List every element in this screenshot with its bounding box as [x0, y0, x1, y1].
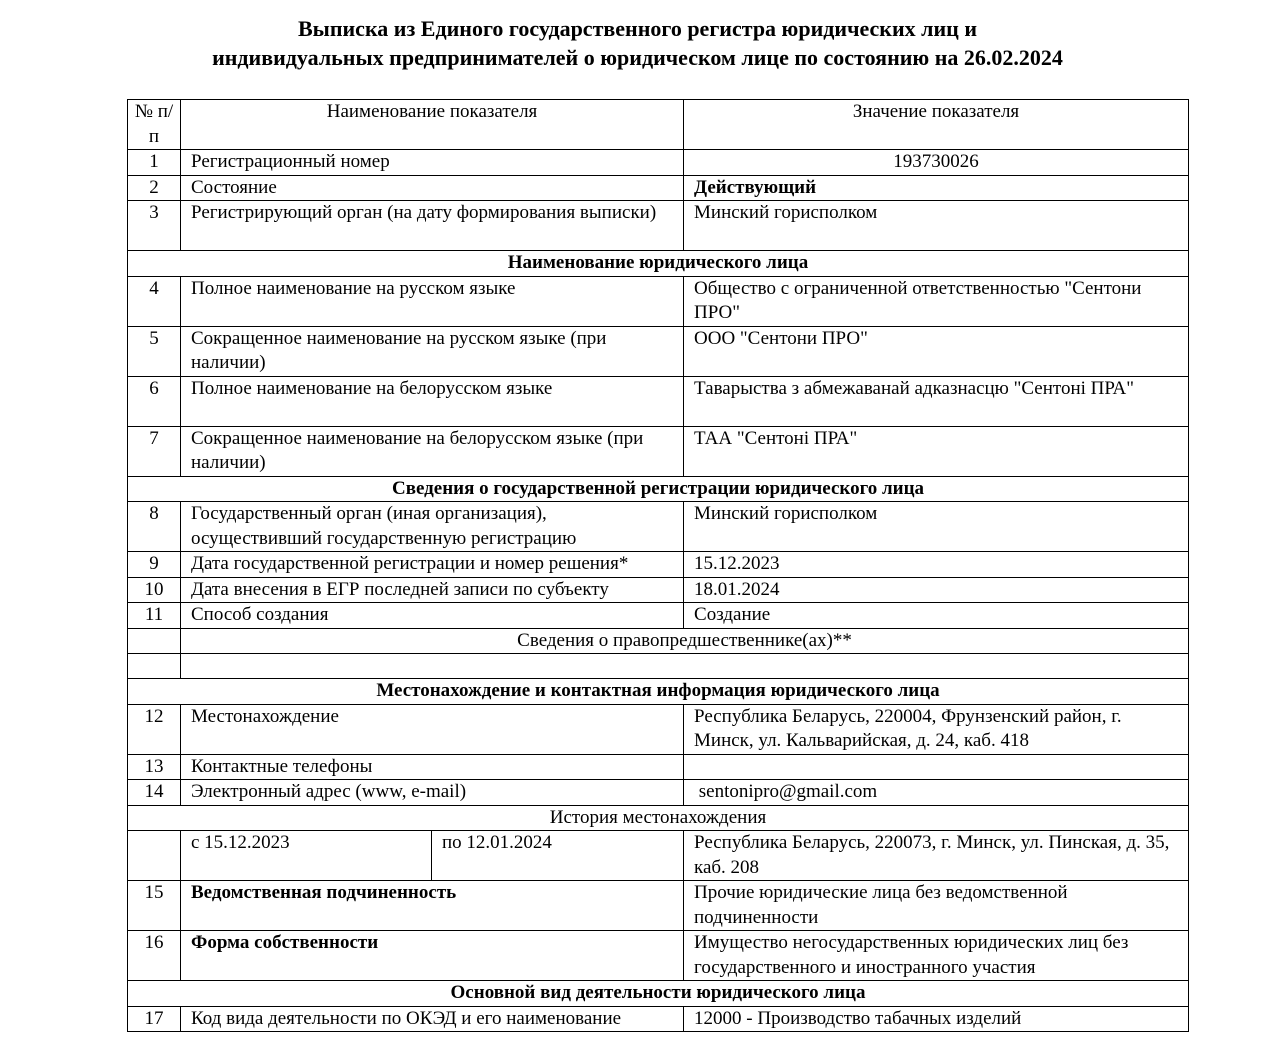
header-value: Значение показателя: [684, 100, 1189, 150]
row-value: 18.01.2024: [684, 577, 1189, 603]
row-value: 15.12.2023: [684, 552, 1189, 578]
header-num: № п/п: [128, 100, 181, 150]
row-value: 12000 - Производство табачных изделий: [684, 1006, 1189, 1032]
row-num: 2: [128, 175, 181, 201]
table-row: [128, 376, 1189, 426]
table-row: [128, 603, 1189, 629]
section-header-row: [128, 679, 1189, 705]
table-row: [128, 426, 1189, 476]
row-num: 14: [128, 780, 181, 806]
row-name: Состояние: [181, 175, 684, 201]
section-title: Сведения о государственной регистрации юридического лица: [128, 476, 1189, 502]
row-value: Минский горисполком: [684, 502, 1189, 552]
history-to: по 12.01.2024: [432, 831, 684, 881]
row-name: Контактные телефоны: [181, 754, 684, 780]
row-value: ТАА "Сентоні ПРА": [684, 426, 1189, 476]
table-row: [128, 175, 1189, 201]
row-name: Местонахождение: [181, 704, 684, 754]
section-title: Основной вид деятельности юридического лица: [128, 981, 1189, 1007]
row-name: Способ создания: [181, 603, 684, 629]
row-num: 11: [128, 603, 181, 629]
section-title: Местонахождение и контактная информация юридического лица: [128, 679, 1189, 705]
table-row: [128, 881, 1189, 931]
empty-cell: [181, 654, 1189, 679]
row-value: Общество с ограниченной ответственностью "Сентони ПРО": [684, 276, 1189, 326]
row-num: 12: [128, 704, 181, 754]
registry-table: [127, 99, 1189, 1032]
table-row: [128, 577, 1189, 603]
history-from: с 15.12.2023: [181, 831, 432, 881]
predecessor-header-row: [128, 628, 1189, 654]
row-value: 193730026: [684, 150, 1189, 176]
row-value: Имущество негосударственных юридических лиц без государственного и иностранного участия: [684, 931, 1189, 981]
row-num: 4: [128, 276, 181, 326]
table-row: [128, 780, 1189, 806]
row-value: ООО "Сентони ПРО": [684, 326, 1189, 376]
row-num: 3: [128, 201, 181, 251]
section-header-row: [128, 251, 1189, 277]
row-value: Минский горисполком: [684, 201, 1189, 251]
row-name: Электронный адрес (www, e-mail): [181, 780, 684, 806]
row-value: [684, 754, 1189, 780]
row-num: 16: [128, 931, 181, 981]
row-num: 17: [128, 1006, 181, 1032]
table-row: [128, 704, 1189, 754]
row-num: 1: [128, 150, 181, 176]
row-num: 8: [128, 502, 181, 552]
row-name: Полное наименование на русском языке: [181, 276, 684, 326]
table-row: [128, 201, 1189, 251]
table-row: [128, 150, 1189, 176]
title-line-1: Выписка из Единого государственного регистра юридических лиц и: [297, 16, 978, 41]
row-value-status: Действующий: [684, 175, 1189, 201]
title-line-2: индивидуальных предпринимателей о юридическом лице по состоянию на 26.02.2024: [212, 45, 1063, 70]
table-header-row: [128, 100, 1189, 150]
section-header-row: [128, 476, 1189, 502]
row-name: Полное наименование на белорусском языке: [181, 376, 684, 426]
table-row: [128, 276, 1189, 326]
row-name: Сокращенное наименование на белорусском языке (при наличии): [181, 426, 684, 476]
history-header-row: [128, 805, 1189, 831]
table-row: [128, 1006, 1189, 1032]
row-name: Дата внесения в ЕГР последней записи по субъекту: [181, 577, 684, 603]
document-title: [0, 14, 1275, 72]
row-name: Код вида деятельности по ОКЭД и его наименование: [181, 1006, 684, 1032]
table-row: [128, 931, 1189, 981]
empty-cell: [128, 654, 181, 679]
row-name: Форма собственности: [181, 931, 684, 981]
row-value: Таварыства з абмежаванай адказнасцю "Сентоні ПРА": [684, 376, 1189, 426]
row-value-email: sentonipro@gmail.com: [684, 780, 1189, 806]
section-header-row: [128, 981, 1189, 1007]
row-num: 15: [128, 881, 181, 931]
table-row: [128, 326, 1189, 376]
row-name: Государственный орган (иная организация), осуществивший государственную регистрацию: [181, 502, 684, 552]
section-title: Наименование юридического лица: [128, 251, 1189, 277]
table-row: [128, 502, 1189, 552]
row-name: Ведомственная подчиненность: [181, 881, 684, 931]
row-name: Регистрирующий орган (на дату формирования выписки): [181, 201, 684, 251]
row-name: Регистрационный номер: [181, 150, 684, 176]
history-address: Республика Беларусь, 220073, г. Минск, ул. Пинская, д. 35, каб. 208: [684, 831, 1189, 881]
history-row: [128, 831, 1189, 881]
history-title: История местонахождения: [128, 805, 1189, 831]
row-value: Республика Беларусь, 220004, Фрунзенский район, г. Минск, ул. Кальварийская, д. 24, каб. 418: [684, 704, 1189, 754]
row-num: 7: [128, 426, 181, 476]
row-num: 5: [128, 326, 181, 376]
header-name: Наименование показателя: [181, 100, 684, 150]
row-num: 9: [128, 552, 181, 578]
table-row: [128, 552, 1189, 578]
row-num: 6: [128, 376, 181, 426]
table-row: [128, 754, 1189, 780]
empty-cell: [128, 628, 181, 654]
row-name: Сокращенное наименование на русском языке (при наличии): [181, 326, 684, 376]
row-value: Прочие юридические лица без ведомственной подчиненности: [684, 881, 1189, 931]
row-name: Дата государственной регистрации и номер решения*: [181, 552, 684, 578]
row-value: Создание: [684, 603, 1189, 629]
predecessor-empty-row: [128, 654, 1189, 679]
empty-cell: [128, 831, 181, 881]
predecessor-title: Сведения о правопредшественнике(ах)**: [181, 628, 1189, 654]
row-num: 10: [128, 577, 181, 603]
row-num: 13: [128, 754, 181, 780]
